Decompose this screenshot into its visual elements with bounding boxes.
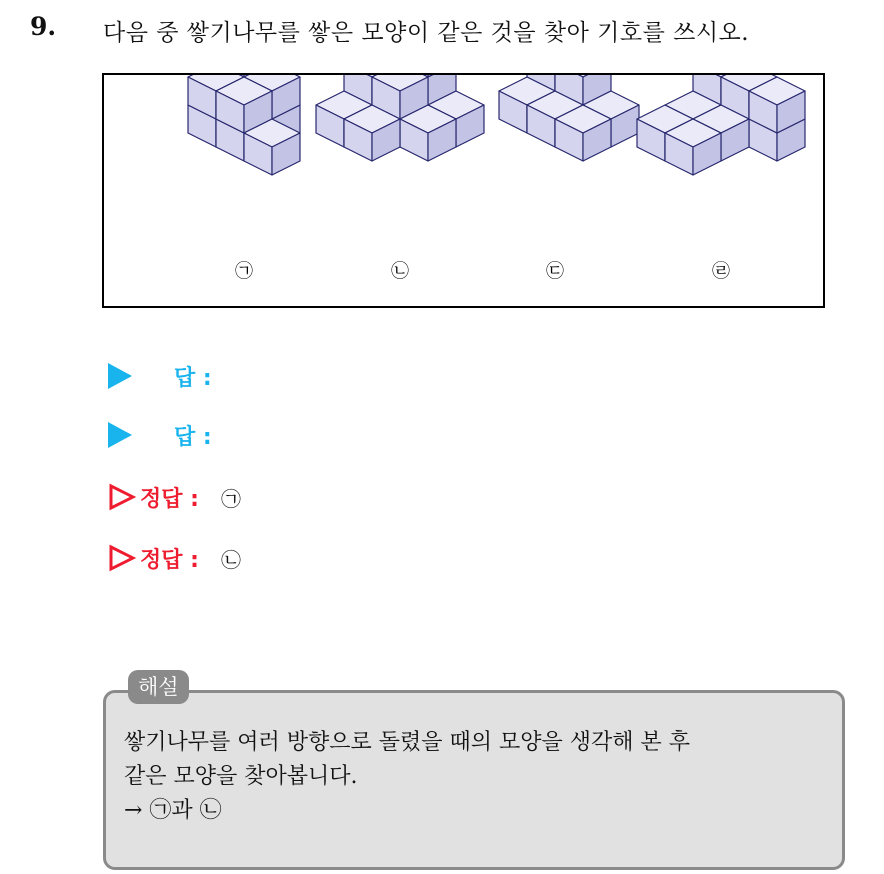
play-icon (108, 363, 132, 389)
block-figure-d (637, 75, 805, 175)
question-text: 다음 중 쌓기나무를 쌓은 모양이 같은 것을 찾아 기호를 쓰시오. (103, 20, 750, 46)
explanation-line: → ㉠과 ㉡ (124, 798, 222, 823)
question-number: 9. (30, 12, 57, 41)
answer-label: 답 : (174, 365, 212, 391)
answer-row-2 (108, 417, 212, 453)
solution-value: ㉠ (220, 486, 241, 511)
figure-box (102, 73, 825, 308)
solution-row-2 (108, 540, 241, 576)
answer-row-1 (108, 358, 212, 394)
play-icon (108, 422, 132, 448)
solution-label: 정답 : (140, 486, 199, 512)
solution-row-1 (108, 479, 241, 515)
option-label-b: ㉡ (391, 261, 409, 282)
option-label-c: ㉢ (546, 261, 564, 282)
block-figure-a (188, 75, 300, 175)
answer-label: 답 : (174, 424, 212, 450)
explanation-line: 같은 모양을 찾아봅니다. (124, 764, 358, 789)
explanation-text (124, 726, 834, 828)
solution-label: 정답 : (140, 547, 199, 573)
block-figure-c (499, 75, 639, 161)
solution-value: ㉡ (220, 547, 241, 572)
play-outline-icon (108, 483, 136, 511)
play-outline-icon (108, 544, 136, 572)
block-figures (104, 75, 823, 306)
explanation-line: 쌓기나무를 여러 방향으로 돌렸을 때의 모양을 생각해 본 후 (124, 730, 690, 755)
option-label-a: ㉠ (235, 261, 253, 282)
block-figure-b (316, 75, 484, 161)
explanation-tag: 해설 (128, 670, 189, 704)
option-label-d: ㉣ (712, 261, 730, 282)
